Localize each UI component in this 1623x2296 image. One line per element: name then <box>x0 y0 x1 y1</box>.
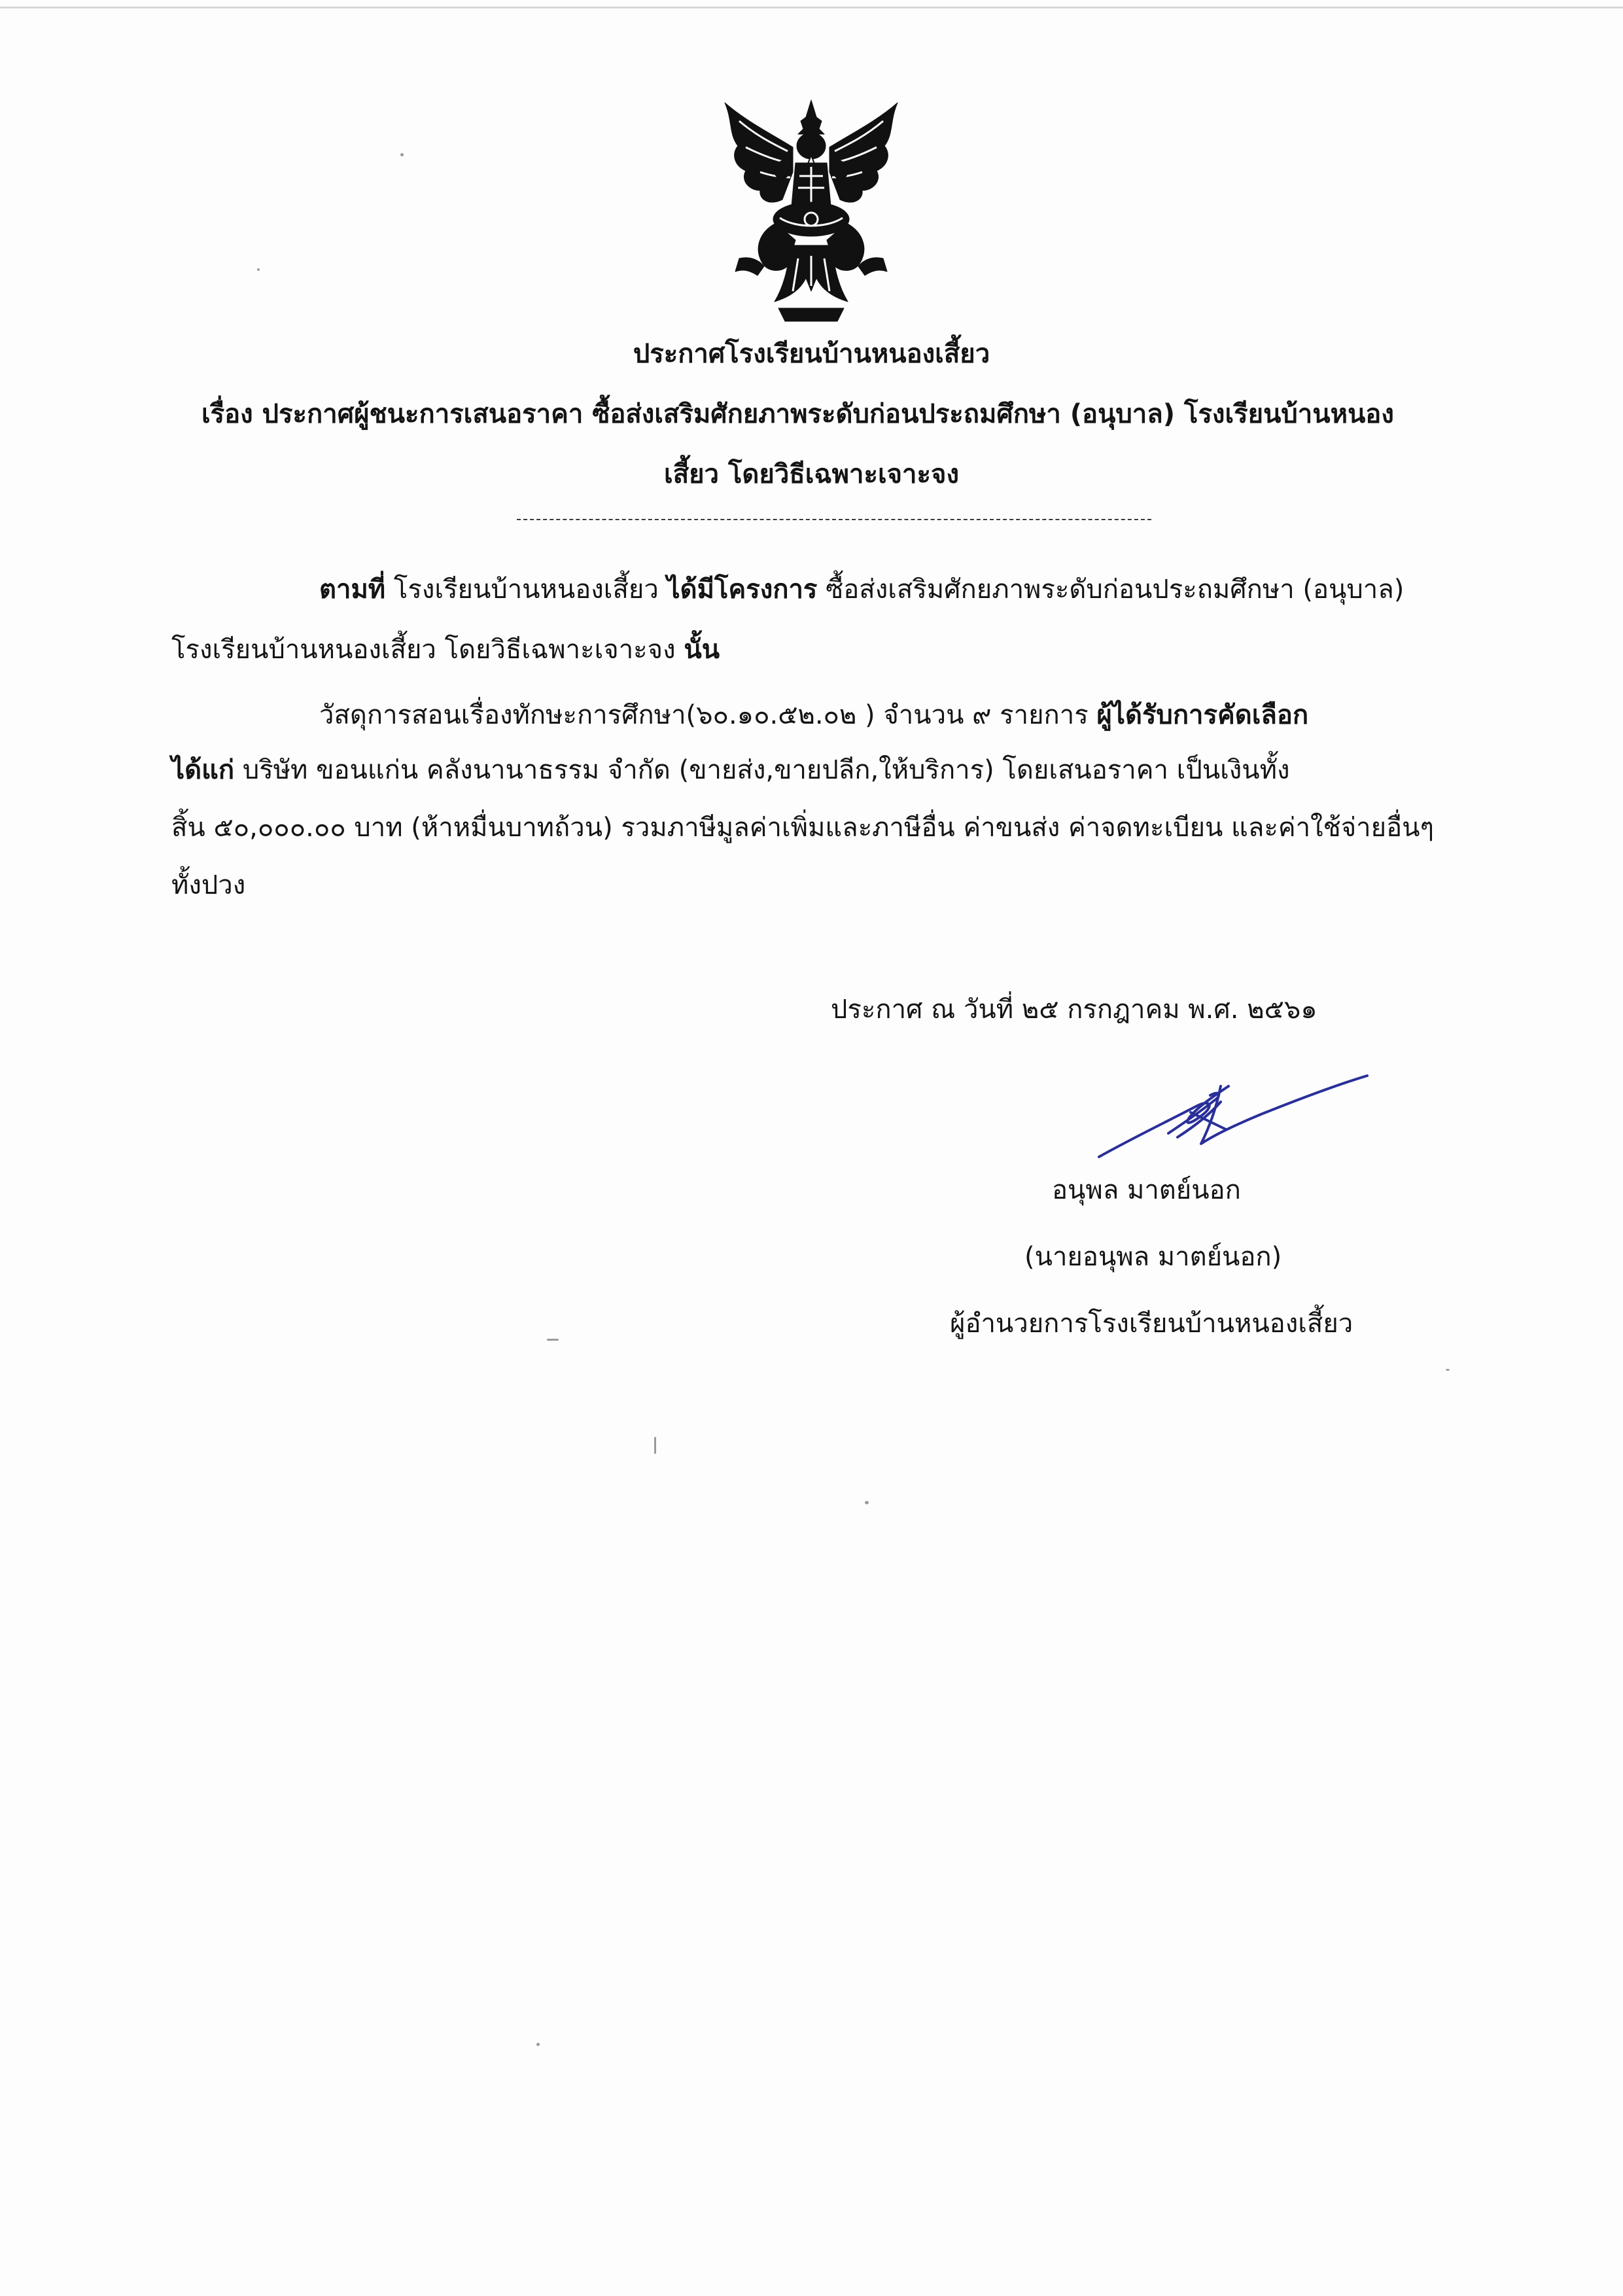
subject-line-2: เสี้ยว โดยวิธีเฉพาะเจาะจง <box>664 459 959 489</box>
signer-fullname: (นายอนุพล มาตย์นอก) <box>1024 1242 1282 1272</box>
selected-label: ผู้ได้รับการคัดเลือก <box>1096 700 1309 730</box>
paragraph-1-end: นั้น <box>684 635 720 665</box>
paragraph-2-line-2 <box>171 749 1290 790</box>
announcement-title: ประกาศโรงเรียนบ้านหนองเสี้ยว <box>633 339 990 369</box>
announce-label: ประกาศ ณ วันที่ <box>831 995 1014 1025</box>
winner-label: ได้แก่ <box>171 755 235 785</box>
project-label: ได้มีโครงการ <box>667 574 818 605</box>
paragraph-1-line-2 <box>171 628 720 670</box>
paragraph-2-line-4: ทั้งปวง <box>171 870 246 900</box>
scan-speck <box>654 1437 656 1454</box>
scan-speck <box>400 153 404 156</box>
paragraph-1-line-1 <box>319 568 1404 610</box>
scan-speck <box>536 2043 540 2046</box>
handwritten-signature-icon <box>1086 1060 1387 1171</box>
title-separator <box>517 519 1151 520</box>
announcement-date-line <box>831 988 1318 1030</box>
paragraph-1-text: โรงเรียนบ้านหนองเสี้ยว โดยวิธีเฉพาะเจาะจง <box>171 635 676 665</box>
garuda-emblem-icon <box>720 95 903 330</box>
paragraph-2-line-1 <box>319 694 1308 735</box>
page-top-edge <box>0 7 1623 9</box>
scan-speck <box>547 1339 559 1341</box>
winner-company: บริษัท ขอนแก่น คลังนานาธรรม จำกัด (ขายส่ง,ขายปลีก,ให้บริการ) โดยเสนอราคา เป็นเงินทั้ง <box>242 755 1290 785</box>
subject-line-1 <box>201 393 1394 434</box>
subject-text-1: ประกาศผู้ชนะการเสนอราคา ซื้อส่งเสริมศักยภาพระดับก่อนประถมศึกษา (อนุบาล) โรงเรียนบ้านหนอง <box>262 399 1394 429</box>
scan-speck <box>865 1501 869 1504</box>
intro-word: ตามที่ <box>319 574 386 605</box>
scan-speck <box>1446 1369 1450 1371</box>
school-name: โรงเรียนบ้านหนองเสี้ยว <box>393 574 659 605</box>
materials-text: วัสดุการสอนเรื่องทักษะการศึกษา(๖๐.๑๐.๕๒.๐๒ ) จำนวน ๙ รายการ <box>319 700 1089 730</box>
scan-speck <box>257 268 260 271</box>
subject-label: เรื่อง <box>201 399 253 429</box>
paragraph-2-line-3: สิ้น ๕๐,๐๐๐.๐๐ บาท (ห้าหมื่นบาทถ้วน) รวมภาษีมูลค่าเพิ่มและภาษีอื่น ค่าขนส่ง ค่าจดทะเบียน และค่าใช้จ่ายอื่นๆ <box>171 813 1434 843</box>
announce-date: ๒๕ กรกฎาคม พ.ศ. ๒๕๖๑ <box>1021 995 1318 1025</box>
project-text: ซื้อส่งเสริมศักยภาพระดับก่อนประถมศึกษา (อนุบาล) <box>826 574 1405 605</box>
signer-name: อนุพล มาตย์นอก <box>1052 1175 1241 1205</box>
signer-position: ผู้อำนวยการโรงเรียนบ้านหนองเสี้ยว <box>950 1309 1353 1339</box>
